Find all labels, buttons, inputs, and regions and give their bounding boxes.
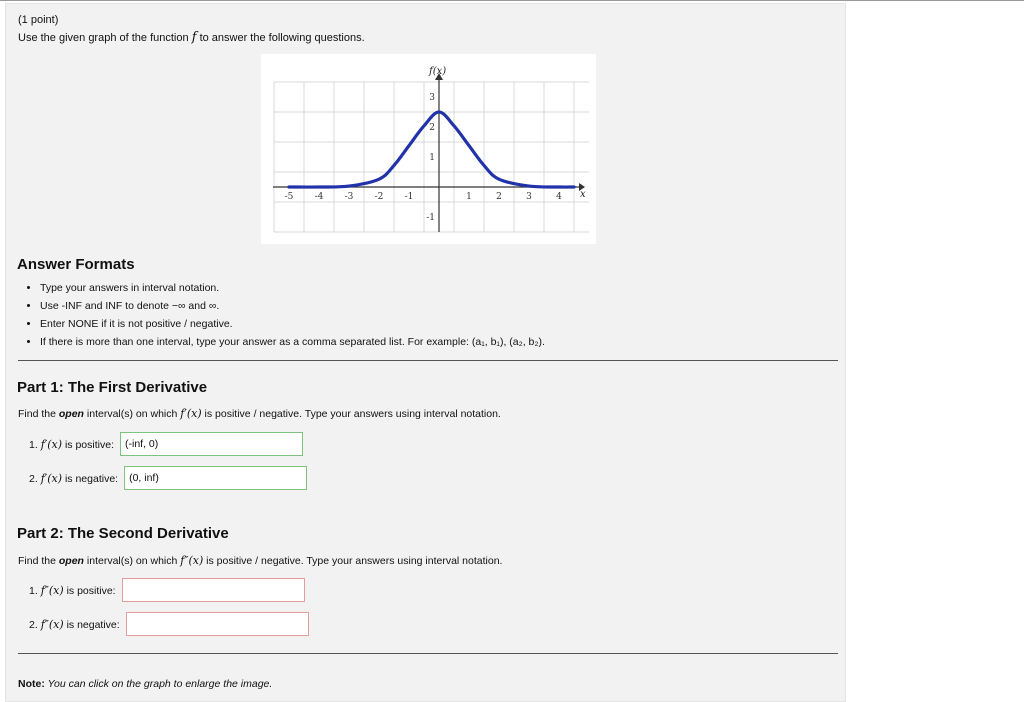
part1-q1-math: f′(x): [40, 437, 63, 451]
part1-description: [18, 407, 501, 420]
part1-desc-emph: open: [58, 408, 84, 420]
part2-description: [18, 554, 502, 567]
part1-q2-number: 2.: [29, 472, 38, 485]
part1-q1-answer-input[interactable]: [120, 432, 303, 456]
x-tick-label: 3: [526, 192, 532, 202]
part2-q2-math: f″(x): [40, 617, 64, 631]
note-label: Note:: [18, 678, 45, 690]
instruction-text: [18, 30, 365, 45]
instruction-function-var: f: [191, 30, 197, 45]
part1-title: Part 1: The First Derivative: [17, 379, 208, 396]
part1-q2-label: [29, 472, 118, 485]
x-tick-label: -2: [374, 192, 384, 202]
part1-q2-answer-input[interactable]: [124, 466, 307, 490]
part2-q1-number: 1.: [29, 584, 38, 597]
part1-q1-text: is positive:: [64, 438, 114, 451]
part2-desc-math: f″(x): [180, 554, 204, 567]
part1-desc-prefix: Find the: [18, 408, 56, 420]
y-tick-label: -1: [426, 213, 435, 223]
x-tick-label: 1: [466, 192, 472, 202]
answer-formats-list: [24, 282, 545, 354]
part1-q1-label: [29, 438, 114, 451]
part1-q2-text: is negative:: [64, 472, 119, 485]
format-item: • If there is more than one interval, type your answer as a comma separated list. For example: (a₁, b₁), (a₂, b₂).: [40, 336, 545, 348]
part2-question-2: [29, 612, 309, 636]
note-text: [18, 678, 272, 690]
part2-desc-prefix: Find the: [18, 555, 56, 567]
note-body: You can click on the graph to enlarge the image.: [47, 678, 273, 690]
x-tick-label: 4: [556, 192, 562, 202]
y-tick-label: 1: [429, 153, 435, 163]
format-item: • Use -INF and INF to denote −∞ and ∞.: [40, 300, 545, 312]
format-item: • Type your answers in interval notation.: [40, 282, 545, 294]
points-label: (1 point): [18, 14, 59, 26]
answer-formats-heading: Answer Formats: [17, 256, 135, 273]
function-graph[interactable]: [261, 54, 596, 244]
top-border-line: [0, 0, 1024, 1]
instruction-prefix: Use the given graph of the function: [18, 32, 189, 44]
part2-q1-answer-input[interactable]: [122, 578, 305, 602]
part2-q1-label: [29, 584, 116, 597]
part2-title: Part 2: The Second Derivative: [17, 525, 229, 542]
divider-1: [18, 360, 838, 361]
divider-2: [18, 653, 838, 654]
x-axis-label: x: [580, 189, 586, 200]
part2-desc-emph: open: [58, 555, 84, 567]
y-tick-label: 3: [429, 93, 435, 103]
part2-q2-text: is negative:: [66, 618, 120, 631]
part2-desc-mid: interval(s) on which: [86, 555, 178, 567]
part1-question-2: [29, 466, 307, 490]
part1-desc-mid: interval(s) on which: [86, 408, 178, 420]
part1-q2-math: f′(x): [40, 471, 63, 485]
part2-q2-number: 2.: [29, 618, 38, 631]
x-tick-label: -5: [284, 192, 294, 202]
graph-svg[interactable]: [261, 54, 596, 244]
y-tick-label: 2: [429, 123, 435, 133]
part2-q2-answer-input[interactable]: [126, 612, 309, 636]
format-item: • Enter NONE if it is not positive / negative.: [40, 318, 545, 330]
x-tick-label: 2: [496, 192, 502, 202]
part2-desc-suffix: is positive / negative. Type your answers using interval notation.: [206, 555, 503, 567]
part1-desc-suffix: is positive / negative. Type your answers using interval notation.: [204, 408, 501, 420]
part1-q1-number: 1.: [29, 438, 38, 451]
x-tick-label: -4: [314, 192, 324, 202]
x-tick-label: -3: [344, 192, 354, 202]
part1-desc-math: f′(x): [180, 407, 202, 420]
problem-panel: [5, 3, 846, 702]
x-tick-label: -1: [404, 192, 414, 202]
part1-question-1: [29, 432, 303, 456]
part2-q2-label: [29, 618, 120, 631]
instruction-suffix: to answer the following questions.: [199, 32, 365, 44]
y-axis-label: f(x): [429, 66, 447, 77]
part2-q1-math: f″(x): [40, 583, 64, 597]
part2-question-1: [29, 578, 305, 602]
part2-q1-text: is positive:: [66, 584, 116, 597]
